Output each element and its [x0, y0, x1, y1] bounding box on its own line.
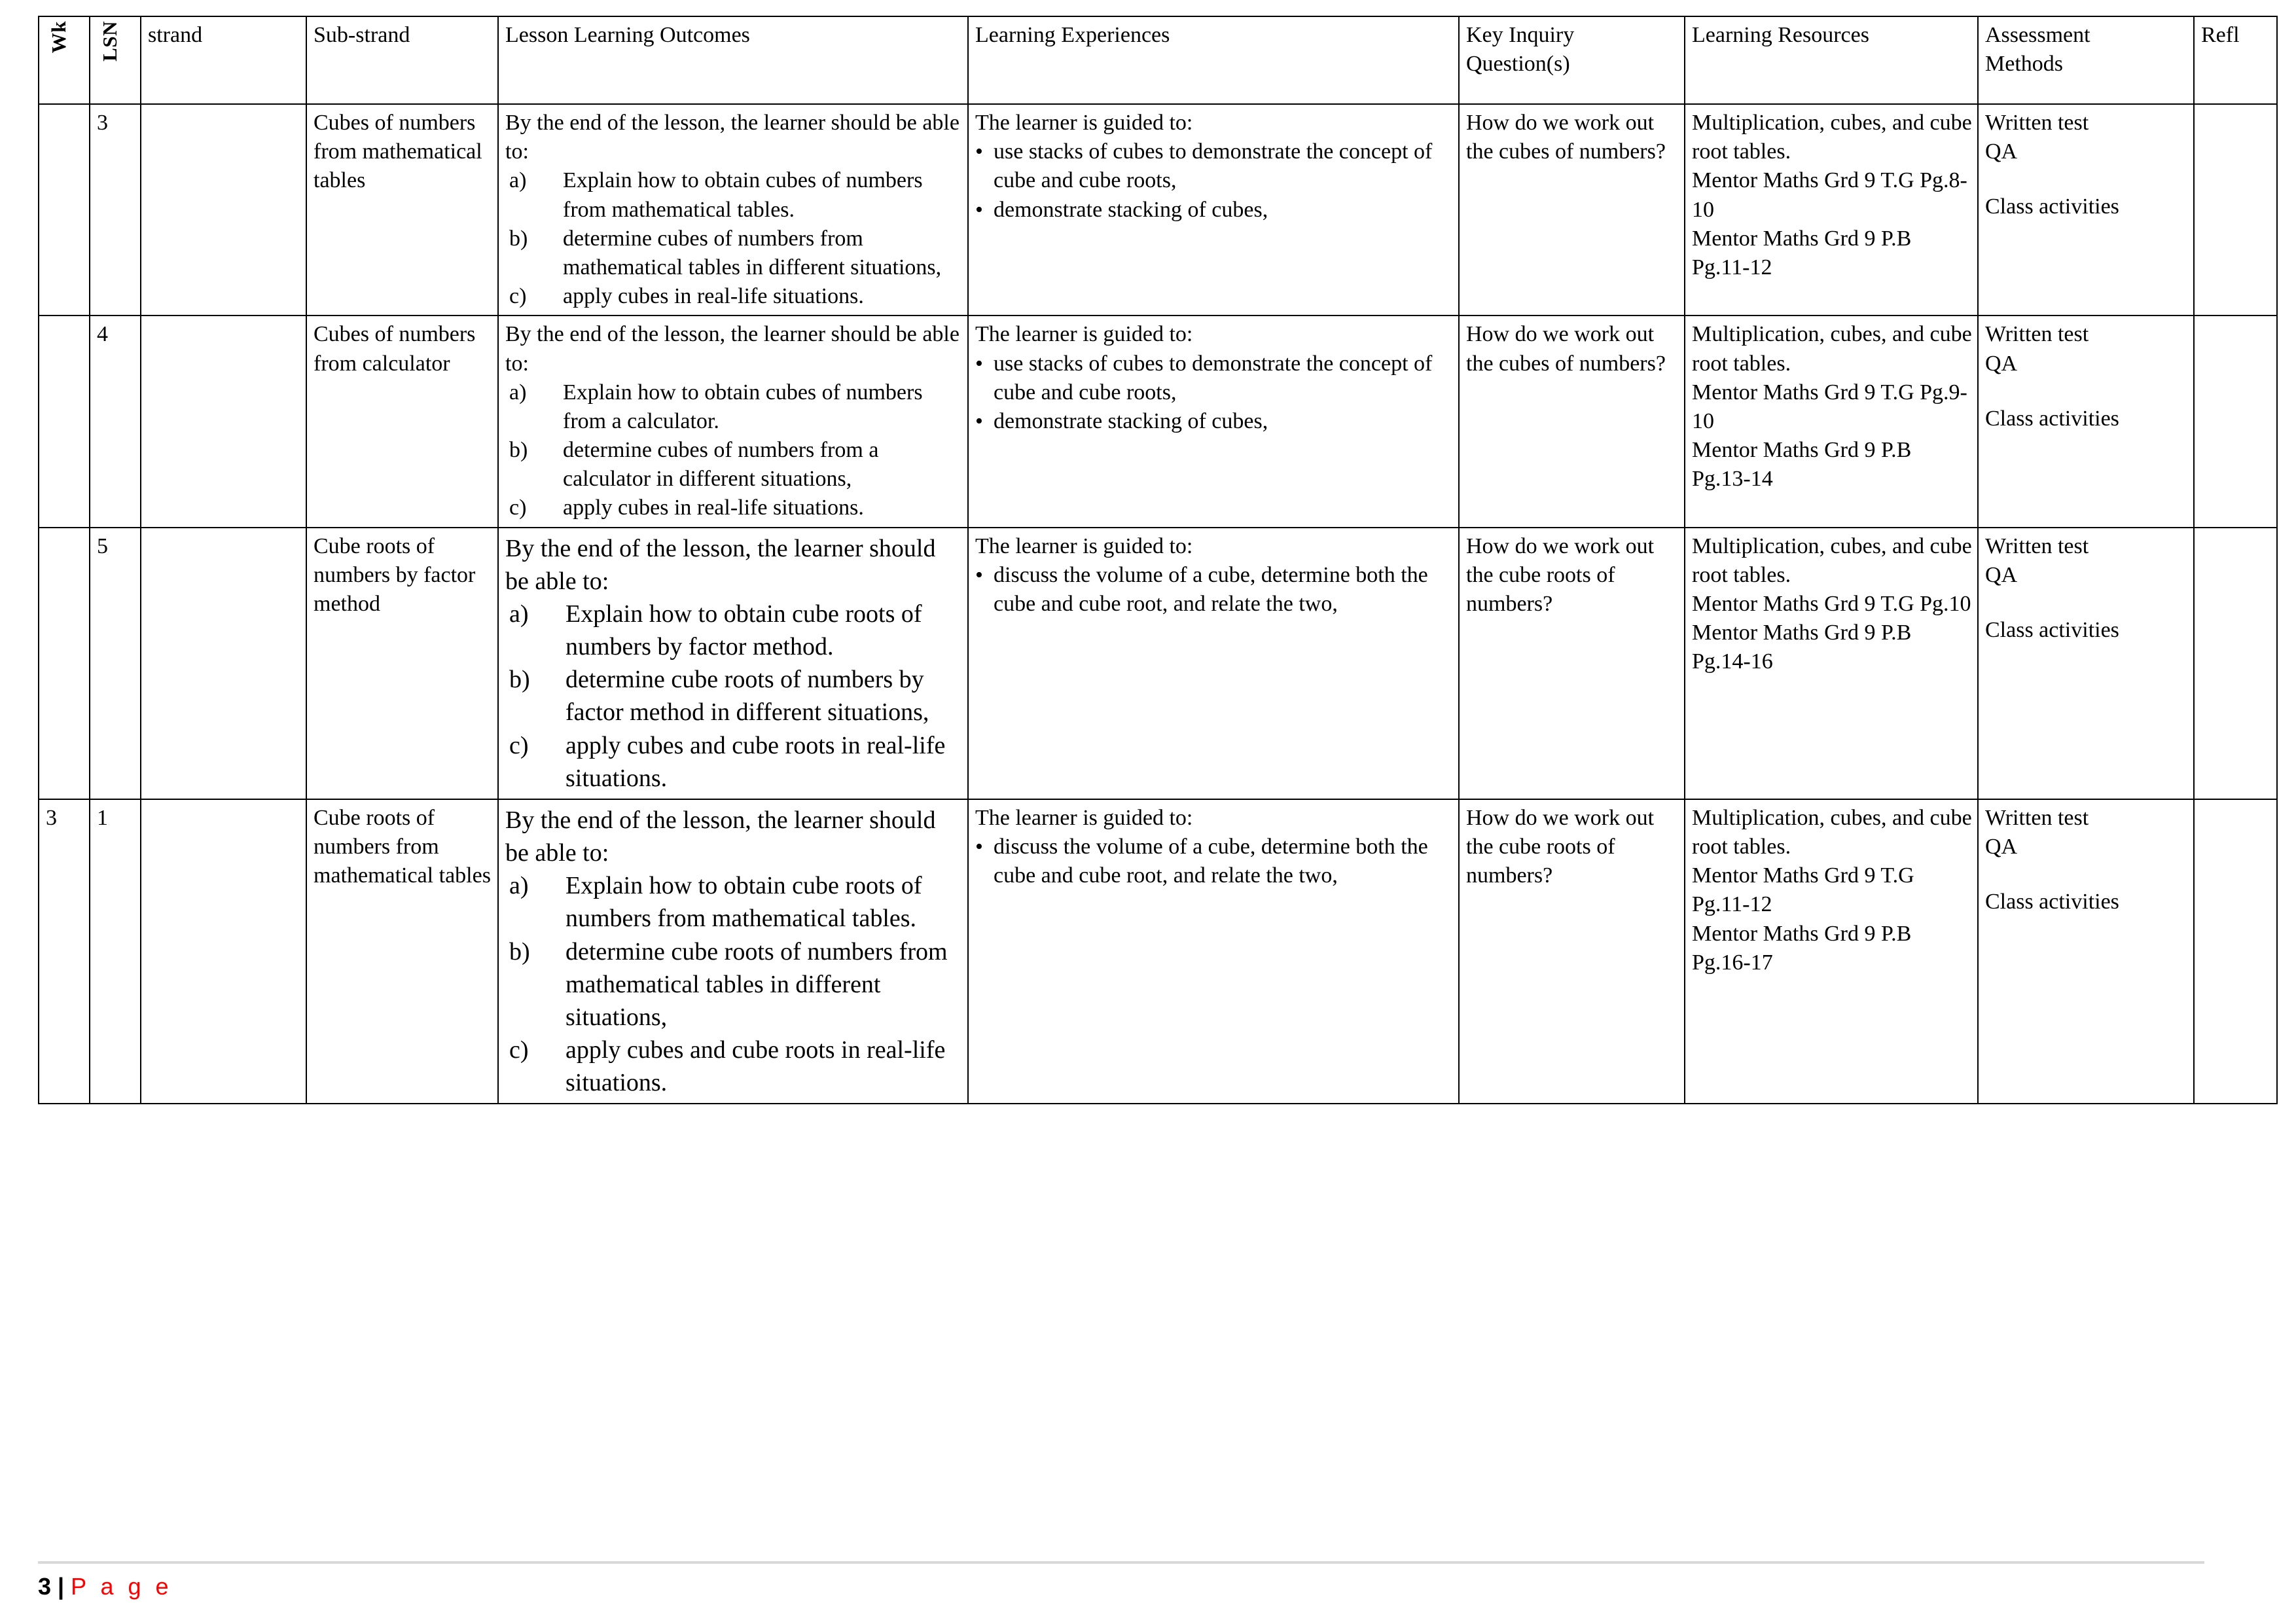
column-header-learning-experiences: Learning Experiences [968, 16, 1459, 104]
row-learning-outcomes-cell [498, 528, 968, 799]
assessment-method-item: Written test [1985, 805, 2089, 830]
learning-outcome-item: a) Explain how to obtain cube roots of numbers from mathematical tables. [505, 869, 962, 935]
learning-outcome-item: b) determine cubes of numbers from a calculator in different situations, [505, 436, 962, 494]
row-learning-outcomes-cell [498, 799, 968, 1104]
learning-experiences-list [975, 350, 1453, 437]
row-learning-outcomes-cell [498, 316, 968, 527]
column-header-wk-label: Wk [47, 21, 70, 54]
row-sub-strand-value: Cubes of numbers from mathematical tables [314, 111, 482, 193]
row-learning-resources-cell [1685, 799, 1978, 1104]
assessment-method-item: Written test [1985, 111, 2089, 135]
row-learning-outcomes-cell [498, 104, 968, 316]
table-row [39, 316, 2277, 527]
bullet-icon: • [975, 139, 983, 164]
learning-outcome-marker: a) [509, 380, 527, 405]
learning-outcome-marker: a) [509, 600, 529, 628]
learning-experience-item: • demonstrate stacking of cubes, [975, 196, 1453, 225]
learning-outcome-marker: c) [509, 731, 529, 759]
learning-resource-item: Multiplication, cubes, and cube root tables. [1692, 805, 1972, 859]
key-inquiry-value: How do we work out the cubes of numbers? [1466, 111, 1666, 164]
learning-experience-item: • use stacks of cubes to demonstrate the concept of cube and cube roots, [975, 137, 1453, 195]
key-inquiry-value: How do we work out the cube roots of numbers? [1466, 805, 1655, 888]
assessment-method-item: QA [1985, 139, 2018, 164]
row-strand-cell [141, 528, 306, 799]
table-header [39, 16, 2277, 104]
learning-outcome-marker: c) [509, 496, 527, 520]
row-learning-experiences-cell [968, 316, 1459, 527]
row-reflection-cell [2194, 799, 2277, 1104]
learning-resource-item: Mentor Maths Grd 9 P.B Pg.13-14 [1692, 438, 1912, 492]
row-key-inquiry-cell [1459, 104, 1685, 316]
learning-experiences-list [975, 561, 1453, 619]
learning-outcomes-list [505, 598, 962, 795]
learning-outcome-item: b) determine cube roots of numbers by factor method in different situations, [505, 663, 962, 729]
assessment-method-item: QA [1985, 835, 2018, 859]
learning-outcomes-block [505, 109, 962, 311]
bullet-icon: • [975, 835, 983, 859]
learning-experience-item: • discuss the volume of a cube, determine both the cube and cube root, and relate the two, [975, 833, 1453, 890]
row-learning-experiences-cell [968, 799, 1459, 1104]
row-sub-strand-cell [306, 799, 498, 1104]
row-lesson-number-value: 5 [97, 533, 108, 558]
learning-outcomes-lead: By the end of the lesson, the learner should be able to: [505, 806, 936, 867]
column-header-assessment-methods [1978, 16, 2194, 104]
learning-outcome-marker: b) [509, 438, 528, 463]
learning-outcome-item: a) Explain how to obtain cubes of numbers from mathematical tables. [505, 166, 962, 224]
assessment-method-item: Written test [1985, 322, 2089, 347]
row-strand-cell [141, 799, 306, 1104]
key-inquiry-header-line-1: Key Inquiry [1466, 23, 1575, 47]
row-sub-strand-cell [306, 104, 498, 316]
row-strand-cell [141, 316, 306, 527]
learning-experiences-lead: The learner is guided to: [975, 533, 1193, 558]
table-body [39, 104, 2277, 1104]
assessment-header-line-2: Methods [1985, 52, 2063, 77]
table-row [39, 528, 2277, 799]
column-header-wk [39, 16, 90, 104]
column-header-sub-strand: Sub-strand [306, 16, 498, 104]
assessment-method-item: Class activities [1985, 406, 2119, 431]
table-row [39, 104, 2277, 316]
bullet-icon: • [975, 197, 983, 222]
learning-outcomes-list [505, 166, 962, 311]
learning-outcome-item: b) determine cube roots of numbers from mathematical tables in different situations, [505, 935, 962, 1034]
learning-resource-item: Mentor Maths Grd 9 T.G Pg.10 [1692, 592, 1971, 616]
learning-experiences-list [975, 833, 1453, 890]
row-reflection-cell [2194, 528, 2277, 799]
assessment-method-item: Class activities [1985, 890, 2119, 914]
learning-outcome-marker: c) [509, 1036, 529, 1064]
learning-outcomes-list [505, 378, 962, 523]
column-header-lesson-learning-outcomes: Lesson Learning Outcomes [498, 16, 968, 104]
row-learning-resources-cell [1685, 528, 1978, 799]
assessment-spacer [1985, 861, 2188, 888]
learning-experience-item: • discuss the volume of a cube, determine both the cube and cube root, and relate the two, [975, 561, 1453, 619]
row-lesson-number-cell [90, 316, 141, 527]
column-header-learning-resources: Learning Resources [1685, 16, 1978, 104]
learning-outcomes-block [505, 320, 962, 522]
learning-outcome-item: b) determine cubes of numbers from mathematical tables in different situations, [505, 225, 962, 282]
learning-outcome-item: c) apply cubes in real-life situations. [505, 282, 962, 311]
row-key-inquiry-cell [1459, 316, 1685, 527]
learning-resource-item: Mentor Maths Grd 9 P.B Pg.16-17 [1692, 921, 1912, 975]
row-key-inquiry-cell [1459, 528, 1685, 799]
assessment-header-line-1: Assessment [1985, 23, 2090, 47]
row-assessment-methods-cell [1978, 799, 2194, 1104]
learning-resource-item: Mentor Maths Grd 9 P.B Pg.14-16 [1692, 621, 1912, 674]
row-week-cell [39, 104, 90, 316]
row-reflection-cell [2194, 316, 2277, 527]
key-inquiry-value: How do we work out the cube roots of numbers? [1466, 533, 1655, 616]
row-lesson-number-cell [90, 799, 141, 1104]
row-strand-cell [141, 104, 306, 316]
learning-outcome-item: c) apply cubes and cube roots in real-life situations. [505, 729, 962, 795]
learning-outcome-item: c) apply cubes in real-life situations. [505, 494, 962, 522]
footer-page-word: P a g e [71, 1573, 173, 1600]
learning-outcomes-lead: By the end of the lesson, the learner should be able to: [505, 534, 936, 595]
learning-outcome-marker: b) [509, 666, 530, 694]
table-row [39, 799, 2277, 1104]
row-week-cell [39, 799, 90, 1104]
footer-separator: | [58, 1573, 65, 1600]
learning-resource-item: Multiplication, cubes, and cube root tables. [1692, 322, 1972, 376]
learning-outcome-item: a) Explain how to obtain cubes of numbers from a calculator. [505, 378, 962, 436]
learning-experiences-lead: The learner is guided to: [975, 322, 1193, 347]
row-sub-strand-value: Cubes of numbers from calculator [314, 322, 476, 376]
row-reflection-cell [2194, 104, 2277, 316]
learning-experiences-list [975, 137, 1453, 225]
row-sub-strand-cell [306, 316, 498, 527]
learning-outcome-marker: c) [509, 284, 527, 309]
row-learning-experiences-cell [968, 528, 1459, 799]
learning-experience-item: • use stacks of cubes to demonstrate the concept of cube and cube roots, [975, 350, 1453, 407]
assessment-method-item: Class activities [1985, 194, 2119, 219]
learning-resource-item: Multiplication, cubes, and cube root tables. [1692, 533, 1972, 587]
row-key-inquiry-cell [1459, 799, 1685, 1104]
row-week-value: 3 [46, 805, 57, 830]
page-footer [38, 1561, 2276, 1600]
learning-experiences-lead: The learner is guided to: [975, 805, 1193, 830]
row-assessment-methods-cell [1978, 104, 2194, 316]
column-header-key-inquiry-questions [1459, 16, 1685, 104]
row-lesson-number-cell [90, 528, 141, 799]
column-header-reflection: Refl [2194, 16, 2277, 104]
learning-outcome-marker: a) [509, 872, 529, 900]
column-header-strand: strand [141, 16, 306, 104]
learning-experiences-lead: The learner is guided to: [975, 111, 1193, 135]
row-lesson-number-value: 4 [97, 322, 108, 347]
learning-outcome-item: c) apply cubes and cube roots in real-life situations. [505, 1034, 962, 1099]
learning-outcomes-lead: By the end of the lesson, the learner should be able to: [505, 322, 960, 376]
learning-resource-item: Mentor Maths Grd 9 P.B Pg.11-12 [1692, 226, 1912, 280]
row-assessment-methods-cell [1978, 316, 2194, 527]
learning-outcomes-list [505, 869, 962, 1099]
row-sub-strand-value: Cube roots of numbers by factor method [314, 533, 476, 616]
bullet-icon: • [975, 562, 983, 587]
assessment-spacer [1985, 166, 2188, 192]
key-inquiry-value: How do we work out the cubes of numbers? [1466, 322, 1666, 376]
column-header-lsn-label: LSN [98, 21, 121, 62]
learning-outcome-marker: a) [509, 168, 527, 193]
row-learning-experiences-cell [968, 104, 1459, 316]
header-row [39, 16, 2277, 104]
row-lesson-number-value: 3 [97, 111, 108, 135]
learning-resource-item: Mentor Maths Grd 9 T.G Pg.11-12 [1692, 863, 1914, 917]
key-inquiry-header-line-2: Question(s) [1466, 52, 1570, 77]
learning-outcome-marker: b) [509, 226, 528, 251]
column-header-lsn [90, 16, 141, 104]
learning-outcomes-block [505, 804, 962, 1099]
learning-outcomes-lead: By the end of the lesson, the learner should be able to: [505, 111, 960, 164]
learning-experience-item: • demonstrate stacking of cubes, [975, 407, 1453, 436]
row-learning-resources-cell [1685, 316, 1978, 527]
learning-outcomes-block [505, 532, 962, 795]
assessment-method-item: Written test [1985, 533, 2089, 558]
learning-resource-item: Mentor Maths Grd 9 T.G Pg.8-10 [1692, 168, 1967, 222]
scheme-of-work-table [38, 16, 2278, 1104]
learning-resource-item: Multiplication, cubes, and cube root tables. [1692, 111, 1972, 164]
bullet-icon: • [975, 351, 983, 376]
learning-outcome-marker: b) [509, 937, 530, 965]
row-learning-resources-cell [1685, 104, 1978, 316]
footer-page-number: 3 [38, 1573, 52, 1600]
footer-page-label [38, 1573, 2276, 1600]
assessment-method-item: QA [1985, 562, 2018, 587]
assessment-method-item: Class activities [1985, 618, 2119, 642]
row-sub-strand-value: Cube roots of numbers from mathematical tables [314, 805, 491, 888]
row-sub-strand-cell [306, 528, 498, 799]
footer-divider [38, 1561, 2204, 1564]
learning-resource-item: Mentor Maths Grd 9 T.G Pg.9-10 [1692, 380, 1967, 433]
row-week-cell [39, 316, 90, 527]
learning-outcome-item: a) Explain how to obtain cube roots of numbers by factor method. [505, 598, 962, 663]
row-lesson-number-value: 1 [97, 805, 108, 830]
assessment-spacer [1985, 378, 2188, 405]
row-lesson-number-cell [90, 104, 141, 316]
row-assessment-methods-cell [1978, 528, 2194, 799]
assessment-spacer [1985, 590, 2188, 616]
row-week-cell [39, 528, 90, 799]
assessment-method-item: QA [1985, 351, 2018, 376]
bullet-icon: • [975, 408, 983, 433]
